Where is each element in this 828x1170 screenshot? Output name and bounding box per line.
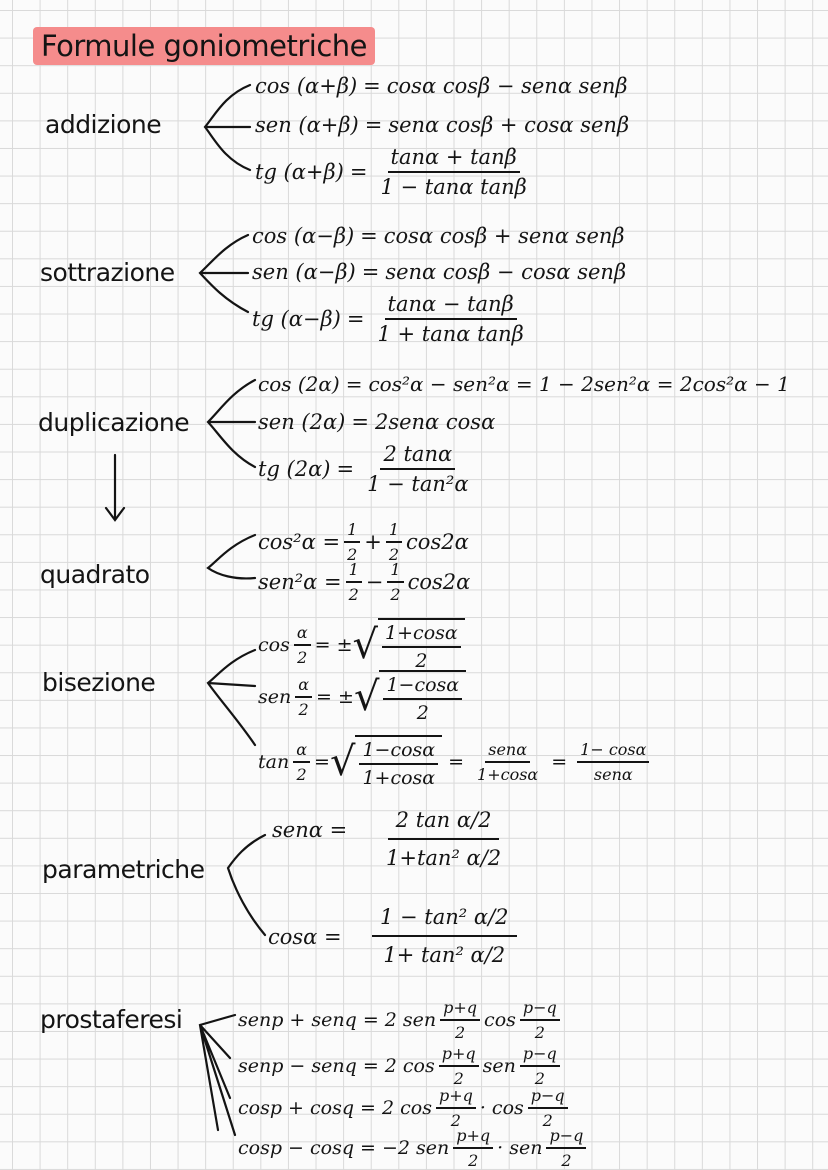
formula-sen-param-frac: $\frac{\text{2 tan α/2}}{\text{1+tan² α/2}}$ <box>386 808 502 870</box>
label-duplicazione: duplicazione <box>38 408 190 437</box>
formula-tg-sub: tg (α−β) = $\frac{\tan\alpha - \tan\beta}{\text{1 + tanα tanβ}}$ <box>252 292 531 346</box>
sqrt: √ $\frac{1-\cos\alpha}{1+\cos\alpha}$ <box>330 735 442 789</box>
fraction-half: $\frac{1}{2}$ <box>386 520 402 564</box>
formula-cos-sub: cos (α−β) = cosα cosβ + senα senβ <box>252 224 625 248</box>
formula-cos-bis: cos $\frac{\alpha}{2}$ = ± √ $\frac{1+\cos\alpha}{2}$ <box>258 618 465 672</box>
label-prostaferesi: prostaferesi <box>40 1005 183 1034</box>
formula-prosta-4: cosp − cosq = −2 sen $\frac{p+q}{2}$ · sen $\frac{p-q}{2}$ <box>238 1126 590 1170</box>
label-parametriche: parametriche <box>42 855 205 884</box>
duplicazione-bracket <box>208 380 255 467</box>
parametriche-bracket <box>228 835 265 935</box>
fraction-alpha-half: $\frac{\alpha}{2}$ <box>295 675 312 719</box>
formula-sen-sq: sen²α = $\frac{1}{2}$ − $\frac{1}{2}$ cos2α <box>258 560 471 604</box>
formula-prosta-2: senp − senq = 2 cos $\frac{p+q}{2}$ sen $\frac{p-q}{2}$ <box>238 1044 564 1088</box>
formula-cos-add: cos (α+β) = cosα cosβ − senα senβ <box>255 74 628 98</box>
label-quadrato: quadrato <box>40 560 150 589</box>
sqrt: √ $\frac{1-\cos\alpha}{2}$ <box>354 670 466 724</box>
fraction-half: $\frac{1}{2}$ <box>346 560 362 604</box>
fraction-half: $\frac{1}{2}$ <box>344 520 360 564</box>
label-bisezione: bisezione <box>42 668 156 697</box>
fraction-alpha-half: $\frac{\alpha}{2}$ <box>294 623 311 667</box>
formula-cos-param-lhs: cosα = <box>268 925 342 949</box>
sqrt: √ $\frac{1+\cos\alpha}{2}$ <box>353 618 465 672</box>
fraction: $\frac{\tan\alpha + \tan\beta}{\text{1 − tanα tanβ}}$ <box>380 145 527 199</box>
formula-tg-add: tg (α+β) = $\frac{\tan\alpha + \tan\beta}{\text{1 − tanα tanβ}}$ <box>255 145 534 199</box>
page-title: Formule goniometriche <box>33 27 375 65</box>
quadrato-bracket <box>208 535 255 578</box>
prostaferesi-bracket <box>200 1015 235 1135</box>
formula-sen-dup: sen (2α) = 2senα cosα <box>258 410 496 434</box>
formula-cos-dup: cos (2α) = cos²α − sen²α = 1 − 2sen²α = 2cos²α − 1 <box>258 372 790 396</box>
label-addizione: addizione <box>45 110 162 139</box>
label-sottrazione: sottrazione <box>40 258 175 287</box>
fraction-alpha-half: $\frac{\alpha}{2}$ <box>293 740 310 784</box>
fraction: $\frac{\tan\alpha - \tan\beta}{\text{1 + tanα tanβ}}$ <box>377 292 524 346</box>
sottrazione-bracket <box>200 235 248 312</box>
formula-sen-bis: sen $\frac{\alpha}{2}$ = ± √ $\frac{1-\cos\alpha}{2}$ <box>258 670 466 724</box>
fraction-half: $\frac{1}{2}$ <box>387 560 403 604</box>
formula-prosta-1: senp + senq = 2 sen $\frac{p+q}{2}$ cos $\frac{p-q}{2}$ <box>238 998 564 1042</box>
formula-cos-param-frac: $\frac{\text{1 − tan² α/2}}{\text{1+ tan² α/2}}$ <box>372 905 517 967</box>
formula-sen-sub: sen (α−β) = senα cosβ − cosα senβ <box>252 260 627 284</box>
fraction: $\frac{2 \tan\alpha}{\text{1 − tan²α}}$ <box>367 442 469 496</box>
formula-sen-add: sen (α+β) = senα cosβ + cosα senβ <box>255 113 630 137</box>
duplicazione-arrow-line <box>106 455 124 520</box>
bisezione-bracket <box>208 650 255 745</box>
formula-prosta-3: cosp + cosq = 2 cos $\frac{p+q}{2}$ · cos $\frac{p-q}{2}$ <box>238 1086 572 1130</box>
formula-cos-sq: cos²α = $\frac{1}{2}$ + $\frac{1}{2}$ cos2α <box>258 520 469 564</box>
formula-tan-bis: tan $\frac{\alpha}{2}$ = √ $\frac{1-\cos\alpha}{1+\cos\alpha}$ = $\frac{\text{senα}}{1+\cos\alpha}$ = $\frac{1- \cos\alpha}{\text{senα}}$ <box>258 735 653 789</box>
formula-sen-param-lhs: senα = <box>272 818 348 842</box>
formula-tg-dup: tg (2α) = $\frac{2 \tan\alpha}{\text{1 − tan²α}}$ <box>258 442 476 496</box>
addizione-bracket <box>205 85 250 170</box>
